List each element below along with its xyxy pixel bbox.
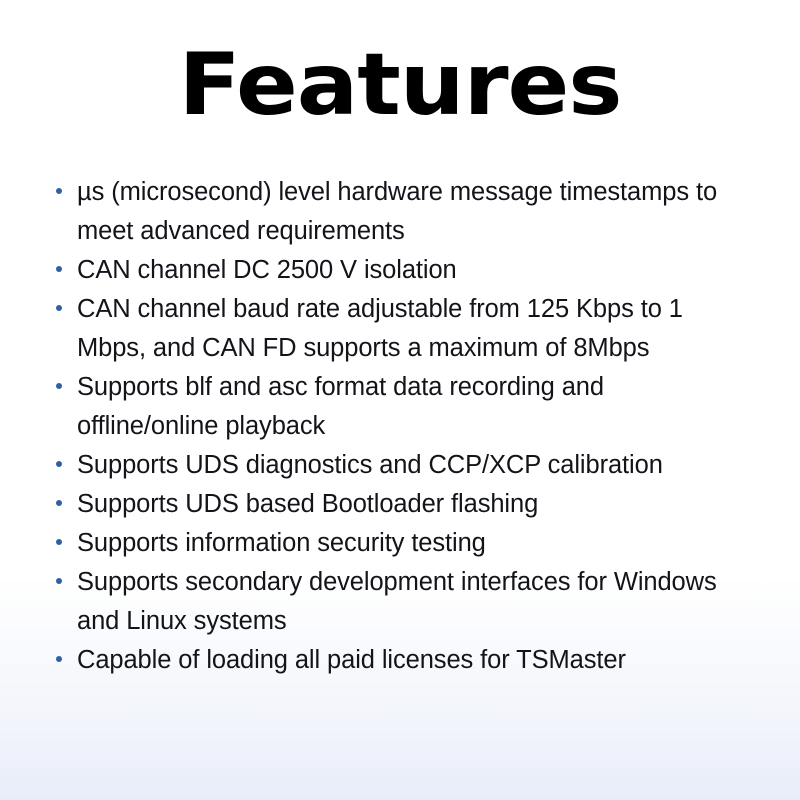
list-item-label: µs (microsecond) level hardware message timestamps to meet advanced requirements: [77, 177, 718, 245]
list-item-label: Supports secondary development interfaces for Windows and Linux systems: [77, 567, 717, 635]
list-item-label: Supports UDS diagnostics and CCP/XCP calibration: [77, 450, 663, 479]
list-item: [52, 524, 742, 563]
page-title: Features: [178, 35, 622, 135]
list-item: [52, 563, 742, 641]
bullet-icon: [56, 578, 62, 584]
bullet-icon: [56, 656, 62, 662]
list-item: [52, 485, 742, 524]
list-item-label: Supports UDS based Bootloader flashing: [77, 489, 539, 518]
bullet-icon: [56, 500, 62, 506]
bullet-icon: [56, 539, 62, 545]
list-item: [52, 446, 742, 485]
list-item-label: CAN channel baud rate adjustable from 125 Kbps to 1 Mbps, and CAN FD supports a maximum of 8Mbps: [77, 294, 683, 362]
bullet-icon: [56, 305, 62, 311]
features-list: [0, 133, 800, 680]
list-item-label: CAN channel DC 2500 V isolation: [77, 255, 457, 284]
list-item-label: Capable of loading all paid licenses for TSMaster: [77, 645, 626, 674]
bullet-icon: [56, 461, 62, 467]
list-item: [52, 251, 742, 290]
list-item: [52, 641, 742, 680]
bullet-icon: [56, 266, 62, 272]
list-item-label: Supports information security testing: [77, 528, 486, 557]
bullet-icon: [56, 188, 62, 194]
list-item: [52, 290, 742, 368]
list-item-label: Supports blf and asc format data recording and offline/online playback: [77, 372, 604, 440]
bullet-icon: [56, 383, 62, 389]
list-item: [52, 173, 742, 251]
list-item: [52, 368, 742, 446]
